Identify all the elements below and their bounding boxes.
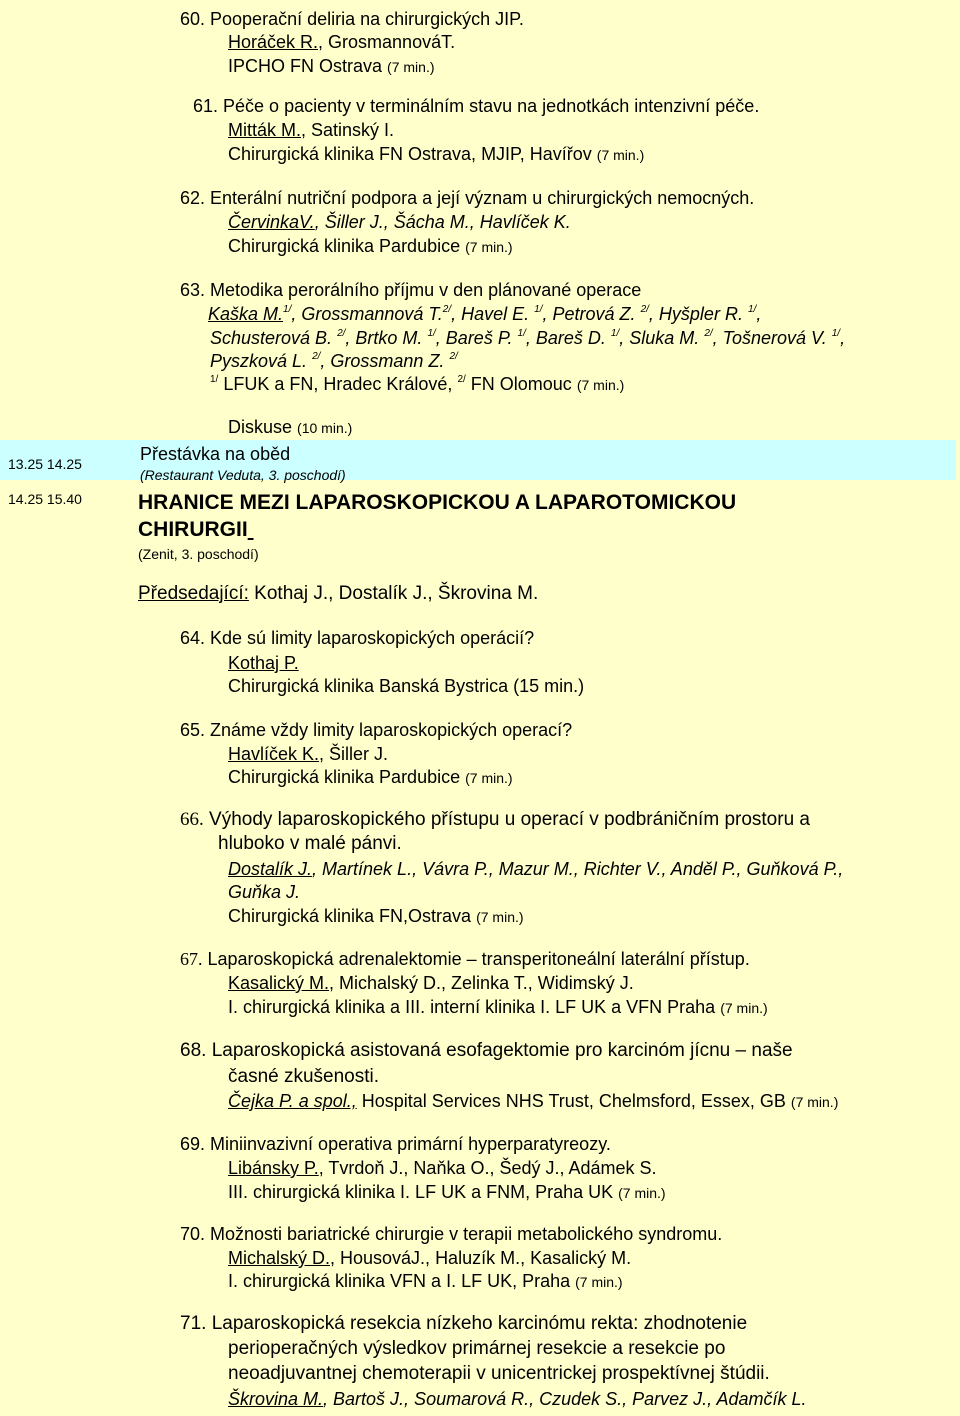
talk-69-first-author: Libánsky P. [228,1158,319,1178]
talk-69-title: 69. Miniinvazivní operativa primární hyperparatyreozy. [180,1134,611,1154]
talk-70-title: 70. Možnosti bariatrické chirurgie v terapii metabolického syndromu. [180,1224,723,1244]
author: , Hyšpler R. [648,304,743,324]
talk-60-coauthors: , GrosmannováT. [318,32,456,52]
talk-64-first-author: Kothaj P. [228,653,299,673]
talk-69-institution [228,1181,666,1204]
break-title: Přestávka na oběd [140,444,291,464]
author: , Bareš D. [525,328,606,348]
talk-67-duration: (7 min.) [720,1000,768,1016]
talk-66-title-text: Výhody laparoskopického přístupu u operací v podbráničním prostoru a [203,809,810,830]
affil-sup: 2/ [457,374,466,385]
affil-sup: 1/ [283,304,292,315]
talk-65-title [180,719,572,741]
talk-67-coauthors: , Michalský D., Zelinka T., Widimský J. [329,973,634,993]
author: , Grossmannová T. [291,304,443,324]
talk-61-coauthors: , Satinský I. [301,120,395,140]
talk-61-inst-text: Chirurgická klinika FN Ostrava, MJIP, Havířov [228,144,592,164]
talk-67-authors [228,972,634,994]
talk-62-institution [228,235,513,258]
session-place: (Zenit, 3. poschodí) [138,546,259,562]
talk-65-authors [228,743,388,765]
talk-63-authors-line3 [210,350,458,372]
talk-66-authors [228,858,843,880]
affil-sup: 1/ [427,328,436,339]
talk-number: 65. [180,720,206,740]
author: , Bareš P. [435,328,513,348]
talk-65-inst-text: Chirurgická klinika Pardubice [228,767,461,787]
talk-68-authors [228,1090,838,1113]
session-title-line1: HRANICE MEZI LAPAROSKOPICKOU A LAPAROTOMICKOU [138,491,737,514]
talk-65-coauthors: , Šiller J. [319,744,389,764]
affil-sup: 1/ [747,304,757,315]
talk-68-first-author: Čejka P. a spol., [228,1091,357,1111]
talk-64-duration: (15 min.) [508,676,585,696]
talk-61-first-author: Mitták M. [228,120,302,140]
session-title-text: CHIRURGII [138,518,248,541]
session-title-line2 [138,517,254,543]
affil-sup: 2/ [312,351,321,362]
break-place: (Restaurant Veduta, 3. poschodí) [140,467,346,483]
affil-sup: 1/ [831,328,841,339]
talk-62-inst-text: Chirurgická klinika Pardubice [228,236,461,256]
affil-sup: 2/ [449,351,458,362]
talk-65-institution [228,766,513,789]
talk-66-title-line2: hluboko v malé pánvi. [218,833,402,854]
talk-66-institution [228,905,524,928]
talk-66-coauthors: , Martínek L., Vávra P., Mazur M., Richter V., Anděl P., Guňková P., [312,859,844,879]
talk-64-title: 64. Kde sú limity laparoskopických operácií? [180,628,535,648]
affil-sup: 1/ [610,328,620,339]
talk-65-title-text: Známe vždy limity laparoskopických operací? [205,720,573,740]
talk-66-title-line1 [180,809,810,831]
talk-70-first-author: Michalský D. [228,1248,331,1268]
affil-sup: 2/ [442,304,452,315]
chairs-names: Kothaj J., Dostalík J., Škrovina M. [248,583,539,604]
institution: FN Olomouc [465,374,572,394]
author: , Tošnerová V. [712,328,827,348]
affil-sup: 2/ [704,328,713,339]
talk-63-duration: (7 min.) [576,377,625,393]
talk-71-coauthors: , Bartoš J., Soumarová R., Czudek S., Parvez J., Adamčík L. [323,1389,807,1409]
talk-66-duration: (7 min.) [476,909,524,925]
talk-69-coauthors: , Tvrdoň J., Naňka O., Šedý J., Adámek S. [318,1158,657,1178]
affil-sup: 1/ [517,328,526,339]
discussion-label: Diskuse [228,417,293,437]
talk-70-duration: (7 min.) [575,1274,623,1290]
institution: LFUK a FN, Hradec Králové, [218,374,458,394]
talk-63-first-author: Kaška M. [208,304,284,324]
session-chairs [138,583,538,605]
session-time: 14.25 15.40 [8,491,82,507]
talk-65-first-author: Havlíček K. [228,744,320,764]
affil-sup: 1/ [534,304,543,315]
talk-68-title-line1: 68. Laparoskopická asistovaná esofagektomie pro karcinóm jícnu – naše [180,1040,793,1061]
talk-70-institution [228,1270,623,1293]
talk-62-authors [228,211,571,233]
talk-66-inst-text: Chirurgická klinika FN,Ostrava [228,906,472,926]
talk-69-duration: (7 min.) [618,1185,666,1201]
break-time: 13.25 14.25 [8,456,82,472]
talk-70-inst-text: I. chirurgická klinika VFN a I. LF UK, Praha [228,1271,571,1291]
affil-sup: 2/ [337,328,346,339]
talk-number: 67. [180,949,203,969]
talk-67-title-text: Laparoskopická adrenalektomie – transperitoneální laterální přístup. [202,949,750,969]
author: , Sluka M. [619,328,700,348]
talk-68-title-line2: časné zkušenosti. [228,1066,380,1087]
talk-62-title: 62. Enterální nutriční podpora a její význam u chirurgických nemocných. [180,188,755,208]
talk-69-authors [228,1157,657,1179]
talk-71-title-line2: perioperačných výsledkov primárnej resekcie a resekcie po [228,1338,726,1359]
affil-sup: 2/ [640,304,649,315]
talk-61-title: 61. Péče o pacienty v terminálním stavu na jednotkách intenzivní péče. [193,96,760,116]
talk-60-institution [228,55,435,78]
talk-67-institution [228,996,768,1019]
author: , Grossmann Z. [320,351,445,371]
talk-71-title-line3: neoadjuvantnej chemoterapii v unicentrickej prospektívnej štúdii. [228,1363,770,1384]
talk-70-coauthors: , HousováJ., Haluzík M., Kasalický M. [330,1248,632,1268]
talk-68-duration: (7 min.) [790,1094,839,1110]
author: , Havel E. [451,304,530,324]
talk-60-inst-text: IPCHO FN Ostrava [228,56,383,76]
talk-63-authors-line1 [208,303,761,325]
talk-66-authors-line2: Guňka J. [228,882,301,902]
talk-62-coauthors: , Šiller J., Šácha M., Havlíček K. [314,212,571,232]
talk-71-first-author: Škrovina M. [228,1389,324,1409]
discussion-duration: (10 min.) [297,420,353,436]
talk-63-title: 63. Metodika perorálního příjmu v den plánované operace [180,280,642,300]
talk-67-first-author: Kasalický M. [228,973,330,993]
talk-71-authors [228,1388,807,1410]
talk-64-institution [228,675,584,697]
talk-69-inst-text: III. chirurgická klinika I. LF UK a FNM, Praha UK [228,1182,614,1202]
author: , Brtko M. [345,328,423,348]
talk-67-inst-text: I. chirurgická klinika a III. interní klinika I. LF UK a VFN Praha [228,997,716,1017]
talk-60-first-author: Horáček R. [228,32,319,52]
talk-71-title-line1: 71. Laparoskopická resekcia nízkeho karcinómu rekta: zhodnotenie [180,1313,748,1334]
talk-62-duration: (7 min.) [465,239,513,255]
talk-63-authors-line2 [210,327,845,349]
talk-64-inst-text: Chirurgická klinika Banská Bystrica [228,676,509,696]
discussion [228,416,352,439]
talk-68-institution: Hospital Services NHS Trust, Chelmsford, Essex, GB [356,1091,786,1111]
talk-66-first-author: Dostalík J. [228,859,313,879]
talk-60-duration: (7 min.) [387,59,435,75]
talk-61-authors [228,119,394,141]
affil-sup: 1/ [210,374,219,385]
talk-62-first-author: ČervinkaV. [228,212,315,232]
author: , Petrová Z. [542,304,636,324]
talk-65-duration: (7 min.) [465,770,513,786]
chairs-label: Předsedající: [138,583,249,604]
talk-60-title: 60. Pooperační deliria na chirurgických JIP. [180,9,524,29]
talk-61-institution [228,143,644,166]
author: Pyszková L. [210,351,308,371]
talk-61-duration: (7 min.) [596,147,645,163]
author: , [756,304,762,324]
talk-70-authors [228,1247,631,1269]
talk-number: 66. [180,809,204,830]
author: , [840,328,846,348]
author: Schusterová B. [210,328,333,348]
talk-67-title [180,948,750,970]
talk-60-authors [228,31,455,53]
talk-63-institution [210,373,624,396]
